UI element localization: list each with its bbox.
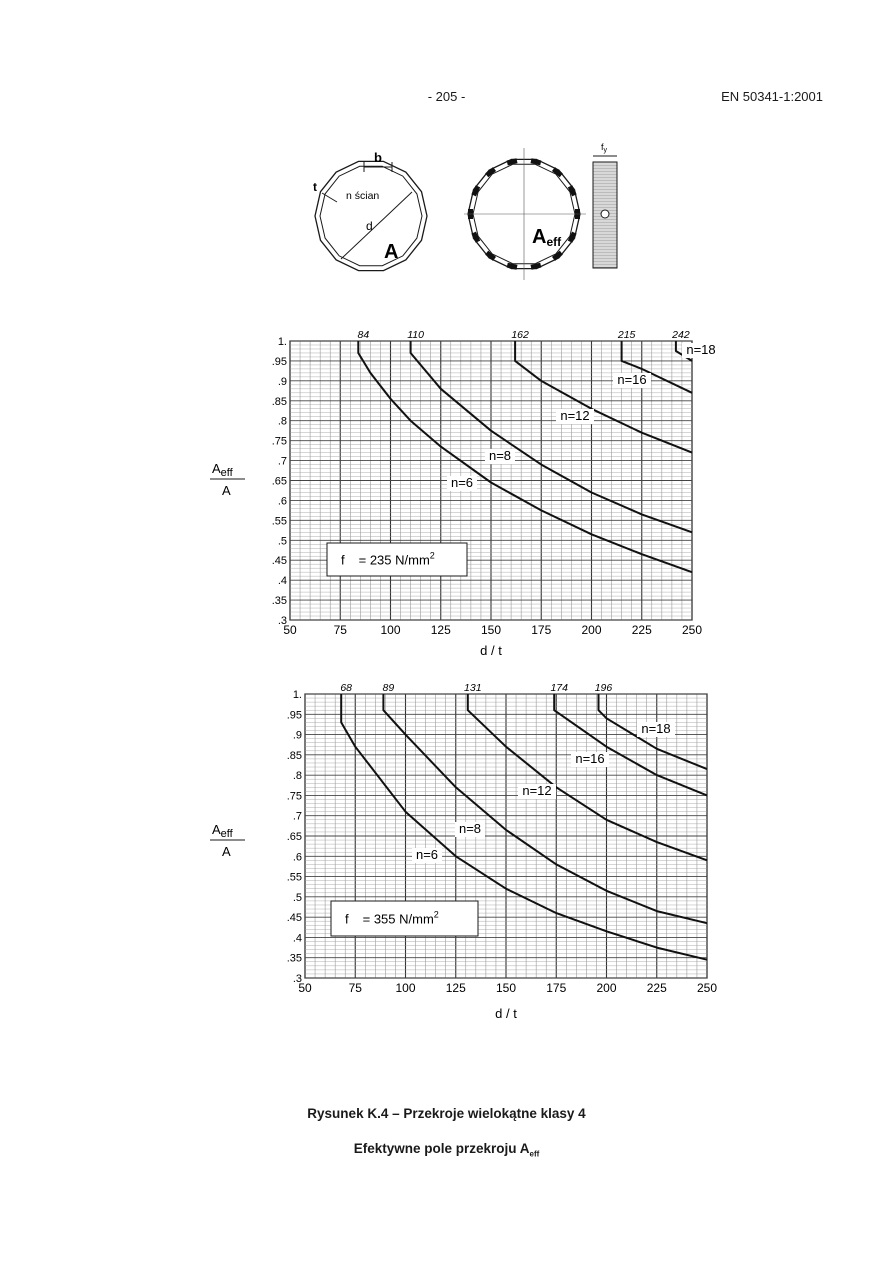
limit-label: 196 [594, 682, 613, 694]
x-tick-label: 250 [681, 623, 703, 637]
label-t: t [313, 180, 317, 194]
x-tick-label: 100 [395, 981, 416, 995]
y-tick-label: .95 [271, 355, 287, 368]
label-faces: n ścian [346, 190, 380, 202]
limit-label: 89 [382, 682, 395, 694]
polygon-sketch-plain [313, 150, 427, 271]
y-tick-label: .5 [277, 535, 287, 548]
y-tick-label: .8 [292, 770, 302, 783]
y-tick-label: .6 [277, 495, 287, 508]
series-line [554, 694, 707, 795]
x-axis-label: d / t [495, 1006, 517, 1021]
y-tick-label: .95 [286, 709, 302, 722]
limit-label: 68 [340, 682, 353, 694]
x-tick-label: 50 [283, 623, 297, 637]
y-tick-label: .3 [292, 973, 302, 985]
y-axis-label [210, 822, 245, 859]
y-tick-label: .85 [286, 749, 302, 762]
series-label: n=16 [575, 751, 605, 766]
diameter-line [341, 192, 412, 259]
series-label: n=6 [450, 475, 474, 490]
y-axis-label-numerator: $A_{eff}$ [212, 822, 233, 840]
x-tick-label: 175 [546, 981, 567, 995]
y-tick-label: .35 [286, 952, 302, 965]
page-number: - 205 - [427, 89, 466, 104]
series-label: n=16 [617, 372, 647, 387]
x-tick-label: 75 [348, 981, 362, 995]
label-fy: $f_y$ [601, 142, 608, 154]
y-tick-label: .65 [271, 475, 287, 488]
x-tick-label: 225 [631, 623, 652, 637]
series-label: n=12 [560, 408, 590, 423]
label-A: A [384, 241, 399, 263]
y-tick-label: .9 [277, 375, 287, 388]
series-label: n=6 [415, 847, 439, 862]
stress-block-sketch [593, 142, 617, 268]
y-tick-label: .6 [292, 851, 302, 864]
y-tick-label: 1. [292, 689, 302, 701]
series-label: n=18 [641, 721, 671, 736]
series-label: n=12 [522, 783, 552, 798]
series-group [357, 329, 720, 572]
y-tick-label: .4 [277, 575, 287, 588]
x-tick-label: 150 [495, 981, 517, 995]
x-tick-label: 150 [480, 623, 502, 637]
series-line [468, 694, 707, 860]
x-tick-label: 175 [531, 623, 552, 637]
y-tick-label: .75 [286, 790, 302, 803]
y-tick-label: .3 [277, 615, 287, 627]
polygon-inner-outline [320, 166, 422, 265]
polygon-outer-outline [315, 161, 427, 270]
y-tick-label: .85 [271, 395, 287, 408]
limit-label: 131 [464, 682, 482, 694]
polygon-sketch-effective [464, 148, 586, 280]
x-tick-label: 250 [696, 981, 718, 995]
series-label: n=8 [458, 821, 482, 836]
limit-label: 215 [617, 329, 636, 341]
yield-strength-label: f = 355 $N/mm^2$ [345, 909, 439, 927]
y-tick-label: .35 [271, 595, 287, 608]
y-axis-label [210, 461, 245, 498]
stress-block-centroid [601, 210, 609, 218]
chart-fy-355 [210, 682, 717, 1021]
y-tick-label: 1. [277, 336, 287, 348]
x-axis-label: d / t [480, 643, 502, 658]
label-Aeff: Aeff [532, 226, 562, 249]
limit-label: 162 [511, 329, 529, 341]
yield-strength-label: f = 235 $N/mm^2$ [341, 550, 435, 568]
series-label: n=18 [686, 342, 716, 357]
yield-strength-box [327, 543, 467, 576]
x-tick-label: 200 [596, 981, 617, 995]
y-tick-label: .65 [286, 831, 302, 843]
figure-subcaption-subscript: eff [529, 1149, 540, 1159]
x-tick-label: 200 [581, 623, 602, 637]
x-tick-label: 75 [333, 623, 347, 637]
y-axis-label-numerator: $A_{eff}$ [212, 461, 233, 479]
x-tick-label: 125 [430, 623, 451, 637]
y-tick-label: .4 [292, 932, 302, 945]
label-d: d [366, 219, 373, 233]
limit-label: 242 [672, 329, 690, 341]
document-reference: EN 50341-1:2001 [721, 89, 823, 104]
y-tick-label: .9 [292, 729, 302, 742]
y-axis-label-denominator: A [222, 844, 231, 859]
limit-label: 84 [357, 329, 370, 341]
series-label: n=8 [488, 448, 512, 463]
label-b: b [374, 150, 382, 165]
y-tick-label: .75 [271, 435, 287, 448]
x-tick-label: 125 [445, 981, 466, 995]
x-tick-label: 100 [380, 623, 401, 637]
y-tick-label: .5 [292, 891, 302, 904]
y-tick-label: .55 [271, 515, 287, 528]
x-tick-label: 225 [646, 981, 667, 995]
chart-fy-235 [210, 329, 720, 658]
y-tick-label: .7 [292, 810, 302, 823]
figure-subcaption [0, 1141, 893, 1159]
y-tick-label: .7 [277, 455, 287, 468]
y-axis-label-denominator: A [222, 483, 231, 498]
y-tick-label: .55 [286, 871, 302, 884]
limit-label: 110 [407, 329, 424, 341]
y-tick-label: .45 [271, 555, 287, 568]
limit-label: 174 [550, 682, 569, 694]
yield-strength-box [331, 901, 478, 936]
x-tick-label: 50 [298, 981, 312, 995]
figure-subcaption-text: Efektywne pole przekroju A [353, 1141, 530, 1156]
y-tick-label: .45 [286, 912, 302, 925]
figure-caption: Rysunek K.4 – Przekroje wielokątne klasy 4 [307, 1106, 586, 1121]
y-tick-label: .8 [277, 415, 287, 428]
